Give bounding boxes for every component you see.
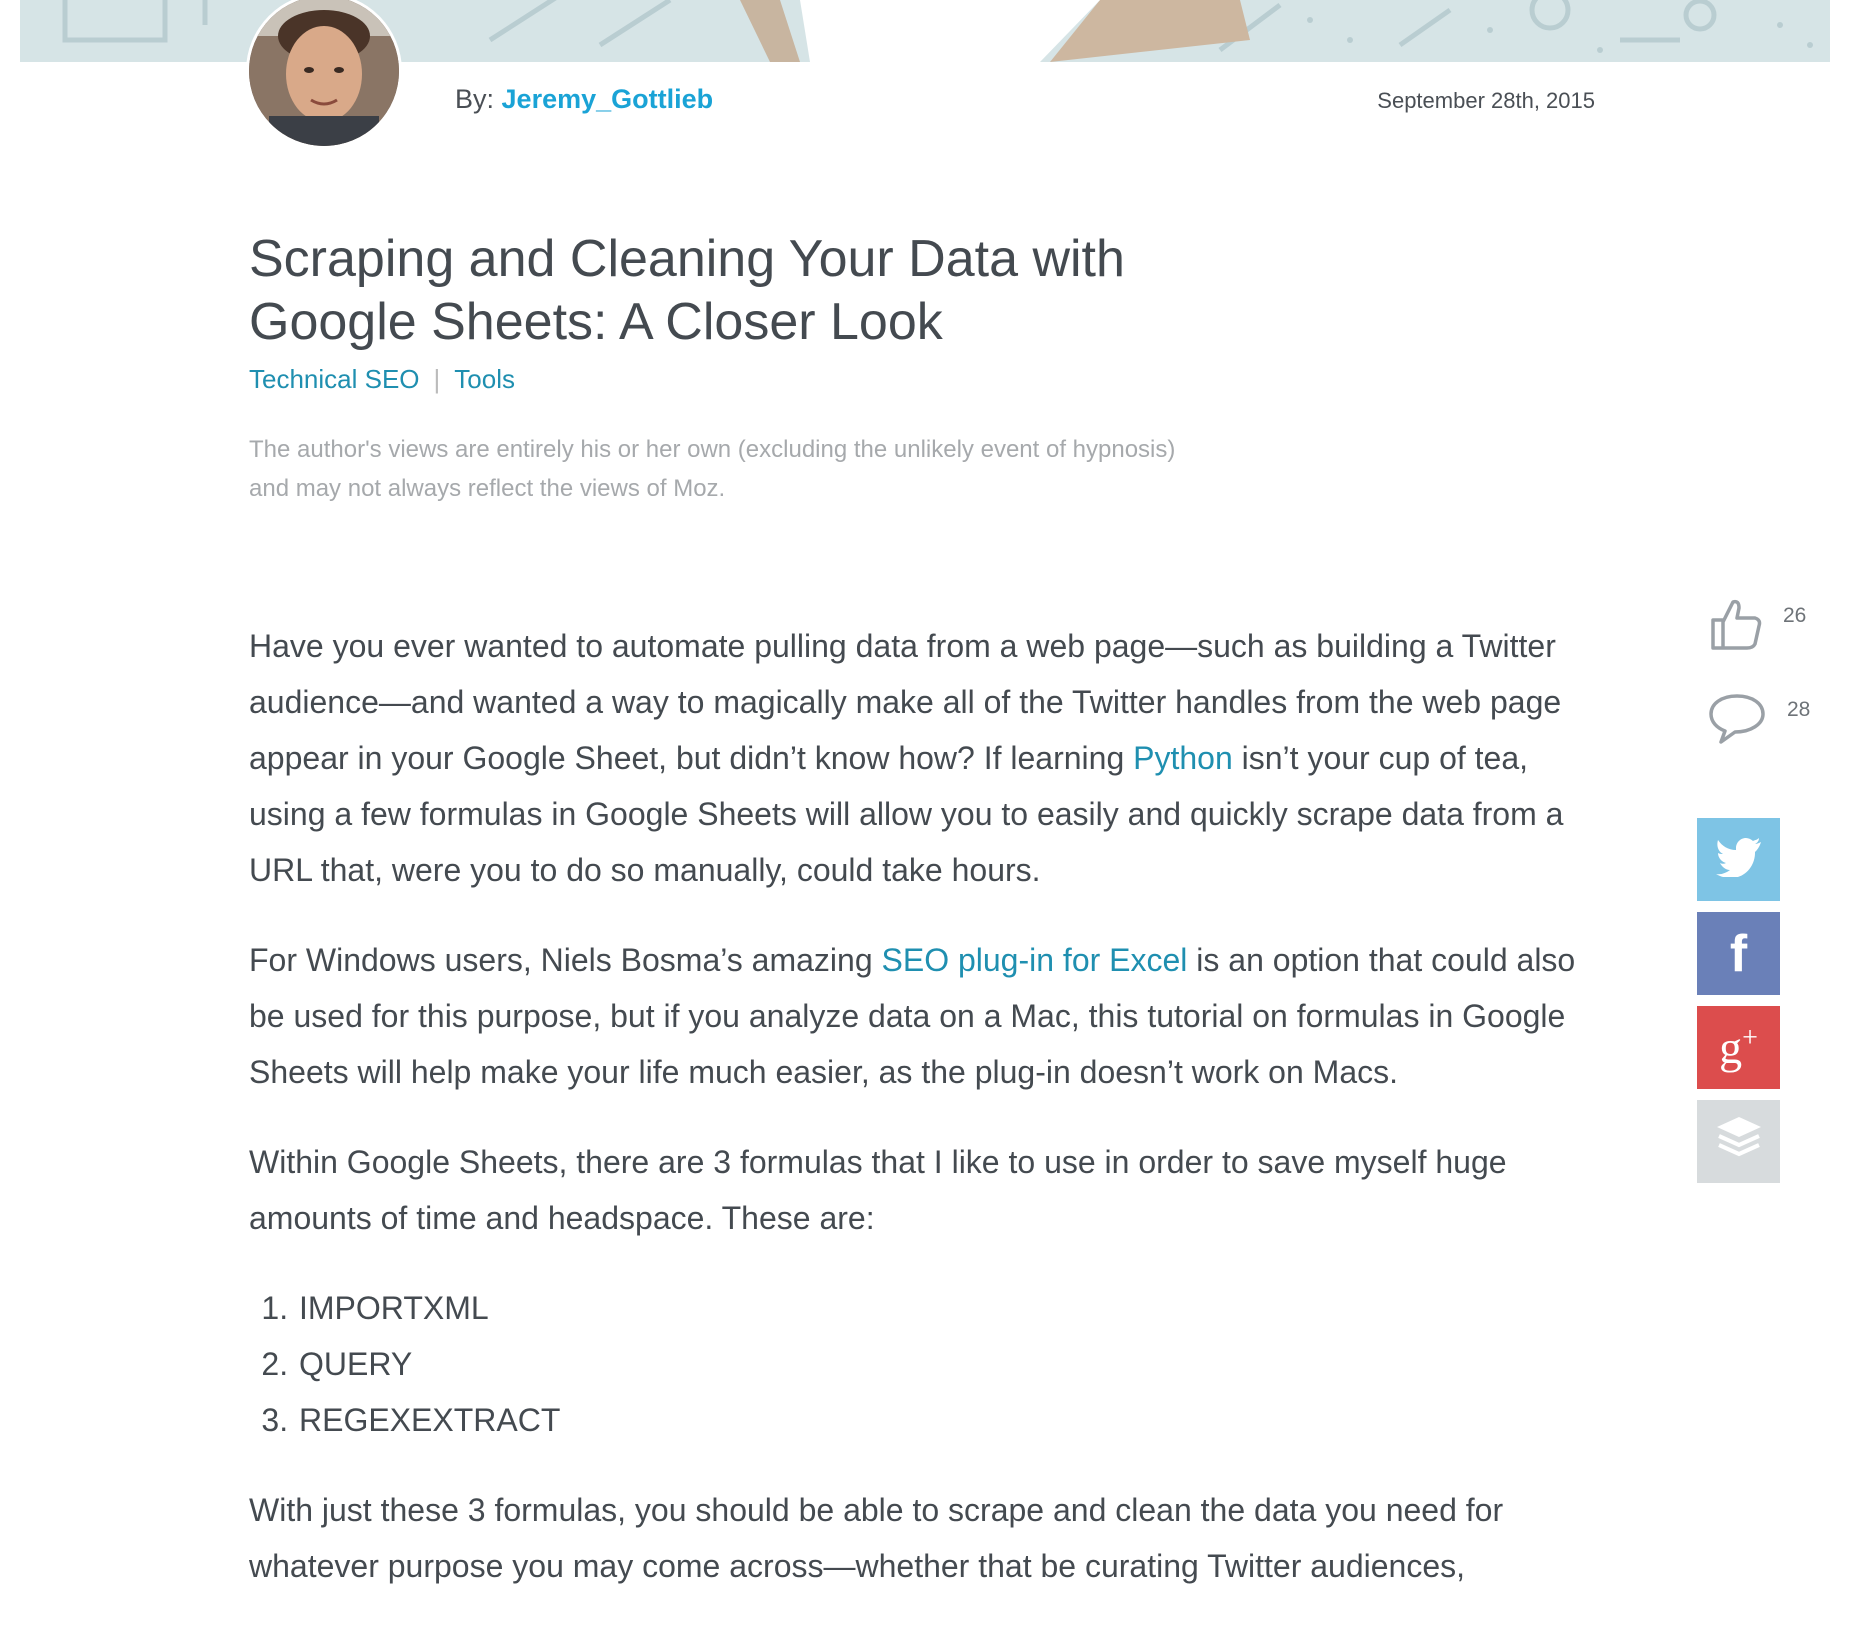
disclaimer-line-1: The author's views are entirely his or her own (excluding the unlikely event of hypnosis) (249, 436, 1176, 463)
like-count: 26 (1783, 604, 1807, 627)
author-disclaimer (249, 430, 1299, 508)
paragraph-4: With just these 3 formulas, you should be able to scrape and clean the data you need for whatever purpose you may come across—whether that be curating Twitter audiences, (249, 1492, 1504, 1584)
paragraph-1-text-a: Have you ever wanted to automate pulling data from a web page—such as building a Twitter audience—and wanted a way to magically make all of the Twitter handles from the web page appear in your Google Sheet, but didn’t know how? If learning (249, 628, 1562, 776)
paragraph-2 (249, 932, 1609, 1100)
tag-separator: | (433, 364, 441, 394)
thumbs-up-icon[interactable] (1707, 596, 1763, 657)
paragraph-2-text-b: is an option that could also be used for this purpose, but if you analyze data on a Mac, this tutorial on formulas in Google Sheets will help make your life much easier, as the plug-in doesn’t work on Macs. (249, 942, 1576, 1090)
twitter-bird-icon (1716, 830, 1762, 890)
python-link[interactable]: Python (1133, 740, 1233, 776)
category-tags (249, 364, 515, 395)
byline-prefix: By: (455, 84, 495, 114)
disclaimer-line-2: and may not always reflect the views of Moz. (249, 475, 726, 502)
post-title-line-1: Scraping and Cleaning Your Data with (249, 230, 1125, 288)
comment-bubble-icon[interactable] (1707, 690, 1767, 751)
paragraph-1 (249, 618, 1609, 898)
google-plus-share-button[interactable] (1697, 1006, 1780, 1089)
comment-count: 28 (1787, 698, 1811, 721)
list-item: 3. REGEXEXTRACT (297, 1392, 1609, 1448)
twitter-share-button[interactable] (1697, 818, 1780, 901)
post-date: September 28th, 2015 (1377, 88, 1595, 113)
formula-list (249, 1280, 1609, 1448)
tag-technical-seo[interactable]: Technical SEO (249, 364, 420, 394)
author-avatar[interactable] (249, 0, 399, 146)
like-action[interactable] (1707, 596, 1806, 657)
post-title-line-2: Google Sheets: A Closer Look (249, 293, 943, 351)
google-plus-g: g (1719, 1022, 1743, 1073)
facebook-icon: f (1729, 924, 1748, 983)
buffer-stack-icon (1715, 1112, 1763, 1172)
list-item: 1. IMPORTXML (297, 1280, 1609, 1336)
seo-plugin-link[interactable]: SEO plug-in for Excel (881, 942, 1188, 978)
comment-action[interactable] (1707, 690, 1810, 751)
google-plus-sup: + (1742, 1022, 1758, 1054)
author-link[interactable]: Jeremy_Gottlieb (501, 84, 714, 114)
buffer-share-button[interactable] (1697, 1100, 1780, 1183)
post-title (249, 228, 1249, 354)
google-plus-icon (1719, 1021, 1758, 1074)
paragraph-1-text-b: isn’t your cup of tea, using a few formulas in Google Sheets will allow you to easily and quickly scrape data from a URL that, were you to do so manually, could take hours. (249, 740, 1564, 888)
paragraph-3: Within Google Sheets, there are 3 formulas that I like to use in order to save myself huge amounts of time and headspace. These are: (249, 1144, 1507, 1236)
article-body (249, 618, 1609, 1628)
byline (455, 84, 713, 115)
paragraph-2-text-a: For Windows users, Niels Bosma’s amazing (249, 942, 882, 978)
list-item: 2. QUERY (297, 1336, 1609, 1392)
facebook-share-button[interactable] (1697, 912, 1780, 995)
tag-tools[interactable]: Tools (454, 364, 515, 394)
